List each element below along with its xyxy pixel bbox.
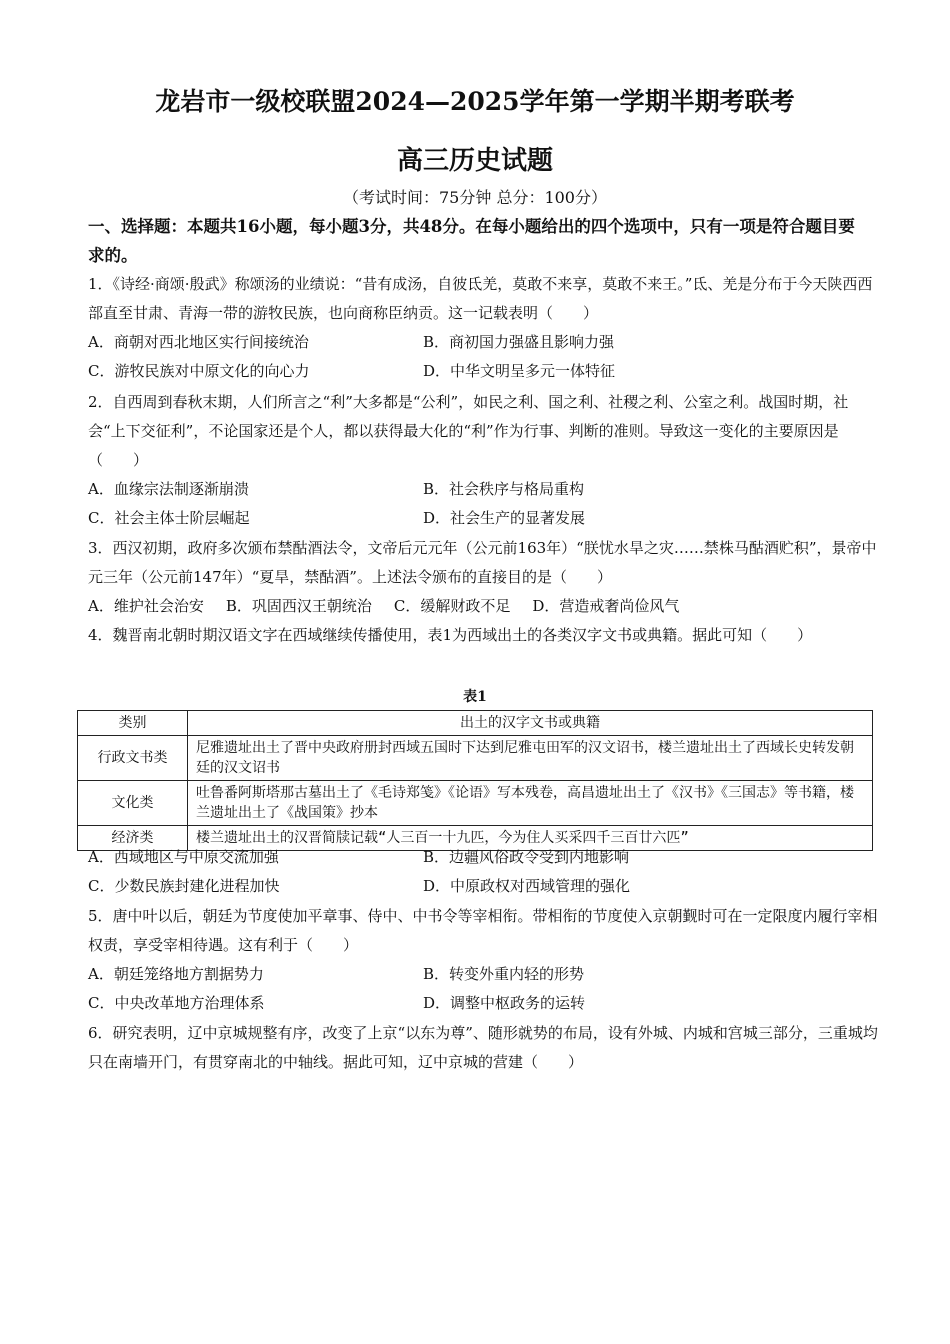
- option: A．朝廷笼络地方割据势力: [88, 965, 264, 983]
- data-table: [77, 710, 873, 851]
- table-header-row: [78, 711, 873, 736]
- option: A．西域地区与中原交流加强: [88, 848, 279, 866]
- table-row: [78, 736, 873, 781]
- question-stem: 1．《诗经·商颂·殷武》称颂汤的业绩说：“昔有成汤，自彼氐羌，莫敢不来享，莫敢不来王。”氐、羌是分布于今天陕西西部直至甘肃、青海一带的游牧民族，也向商称臣纳贡。这一记载表明（ ）: [88, 275, 873, 322]
- table-header: 类别: [78, 711, 188, 736]
- option: D．中原政权对西域管理的强化: [423, 877, 631, 895]
- table-cell: 行政文书类: [78, 736, 188, 781]
- option: A．商朝对西北地区实行间接统治: [88, 333, 309, 351]
- option: B．社会秩序与格局重构: [423, 480, 585, 498]
- question-stem: 4．魏晋南北朝时期汉语文字在西域继续传播使用，表1为西域出土的各类汉字文书或典籍。据此可知（ ）: [88, 626, 813, 644]
- question-options: [88, 328, 878, 386]
- option: C．少数民族封建化进程加快: [88, 877, 280, 895]
- option: B．边疆风俗政令受到内地影响: [423, 848, 630, 866]
- option: C．缓解财政不足: [393, 597, 511, 615]
- question-options: [88, 592, 878, 621]
- option: C．社会主体士阶层崛起: [88, 509, 250, 527]
- option: B．巩固西汉王朝统治: [225, 597, 372, 615]
- question-options: [88, 960, 878, 1018]
- question-options: [88, 475, 878, 533]
- option: B．转变外重内轻的形势: [423, 965, 585, 983]
- option: D．营造戒奢尚俭风气: [532, 597, 680, 615]
- table-cell: 经济类: [78, 826, 188, 851]
- table-cell: 吐鲁番阿斯塔那古墓出土了《毛诗郑笺》《论语》写本残卷，高昌遗址出土了《汉书》《三国志》等书籍，楼兰遗址出土了《战国策》抄本: [188, 781, 873, 826]
- option: B．商初国力强盛且影响力强: [423, 333, 615, 351]
- table-cell: 文化类: [78, 781, 188, 826]
- section-heading: 一、选择题：本题共16小题，每小题3分，共48分。在每小题给出的四个选项中，只有一项是符合题目要求的。: [88, 217, 855, 265]
- question-stem: 5．唐中叶以后，朝廷为节度使加平章事、侍中、中书令等宰相衔。带相衔的节度使入京朝觐时可在一定限度内履行宰相权责，享受宰相待遇。这有利于（ ）: [88, 907, 878, 954]
- question-stem: 3．西汉初期，政府多次颁布禁酤酒法令，文帝后元元年（公元前163年）“朕忧水旱之灾……禁株马酤酒贮积”，景帝中元三年（公元前147年）“夏旱，禁酤酒”。上述法令颁布的直接目的是（ ）: [88, 539, 877, 586]
- table-cell: 尼雅遗址出土了晋中央政府册封西域五国时下达到尼雅屯田军的汉文诏书，楼兰遗址出土了西域长史转发朝廷的汉文诏书: [188, 736, 873, 781]
- question-stem: 2．自西周到春秋末期，人们所言之“利”大多都是“公利”，如民之利、国之利、社稷之利、公室之利。战国时期，社会“上下交征利”，不论国家还是个人，都以获得最大化的“利”作为行事、判断的准则。导致这一变化的主要原因是（ ）: [88, 393, 849, 469]
- option: D．调整中枢政务的运转: [423, 994, 586, 1012]
- table-caption: 表1: [463, 689, 487, 705]
- question-stem: 6．研究表明，辽中京城规整有序，改变了上京“以东为尊”、随形就势的布局，设有外城、内城和宫城三部分，三重城均只在南墙开门，有贯穿南北的中轴线。据此可知，辽中京城的营建（ ）: [88, 1024, 878, 1071]
- exam-subtitle: 高三历史试题: [396, 146, 553, 176]
- table-row: [78, 781, 873, 826]
- option: A．维护社会治安: [88, 597, 204, 615]
- option: D．中华文明呈多元一体特征: [423, 362, 616, 380]
- exam-meta: （考试时间：75分钟 总分：100分）: [343, 188, 607, 207]
- exam-title: 龙岩市一级校联盟2024—2025学年第一学期半期考联考: [155, 87, 795, 116]
- option: C．游牧民族对中原文化的向心力: [88, 362, 310, 380]
- option: D．社会生产的显著发展: [423, 509, 586, 527]
- table-cell: 楼兰遗址出土的汉晋简牍记载“人三百一十九匹，今为住人买采四千三百廿六匹”: [188, 826, 873, 851]
- option: A．血缘宗法制逐渐崩溃: [88, 480, 249, 498]
- question-options: [88, 843, 878, 901]
- table-header: 出土的汉字文书或典籍: [188, 711, 873, 736]
- option: C．中央改革地方治理体系: [88, 994, 265, 1012]
